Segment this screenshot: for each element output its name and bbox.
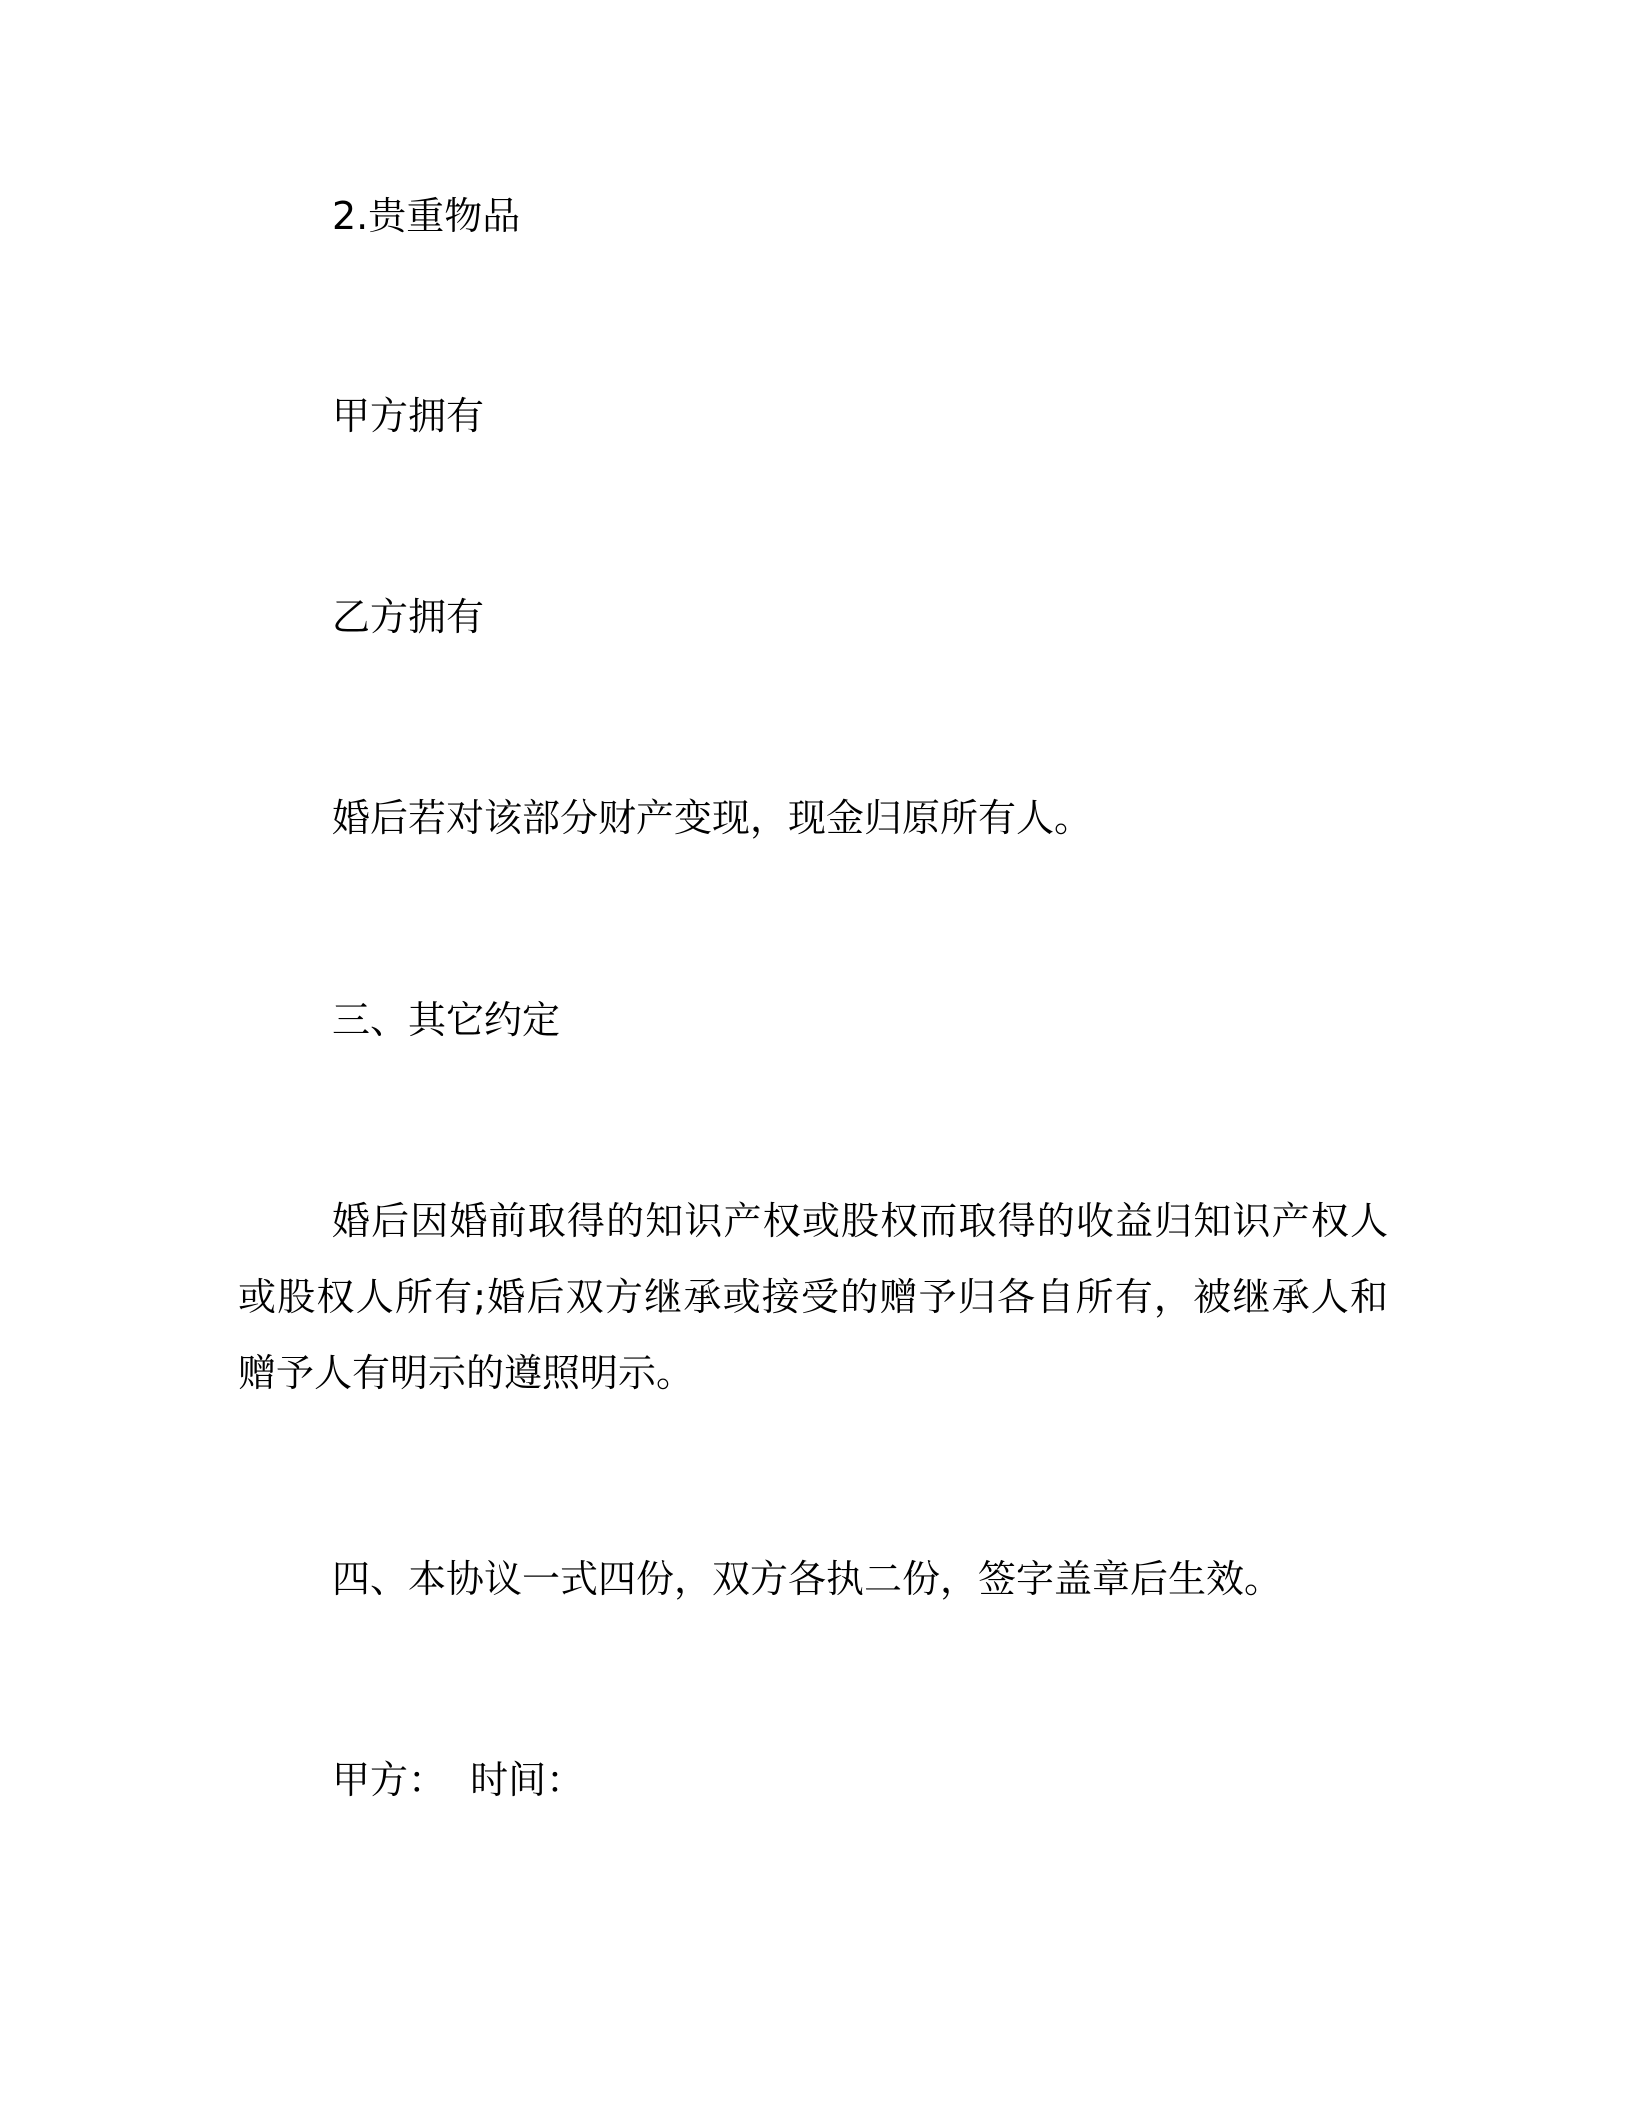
signature-line: 甲方： 时间：: [332, 1758, 585, 1802]
section-three-body: 婚后因婚前取得的知识产权或股权而取得的收益归知识产权人或股权人所有;婚后双方继承或接受的赠予归各自所有，被继承人和赠予人有明示的遵照明示。: [238, 1199, 1388, 1395]
section-four: 四、本协议一式四份，双方各执二份，签字盖章后生效。: [332, 1557, 1283, 1601]
section-three-title: 三、其它约定: [332, 998, 561, 1042]
heading-valuables: 2.贵重物品: [332, 194, 521, 238]
party-a-owns: 甲方拥有: [332, 394, 485, 438]
party-b-owns: 乙方拥有: [332, 595, 485, 639]
cash-clause: 婚后若对该部分财产变现，现金归原所有人。: [332, 796, 1093, 840]
